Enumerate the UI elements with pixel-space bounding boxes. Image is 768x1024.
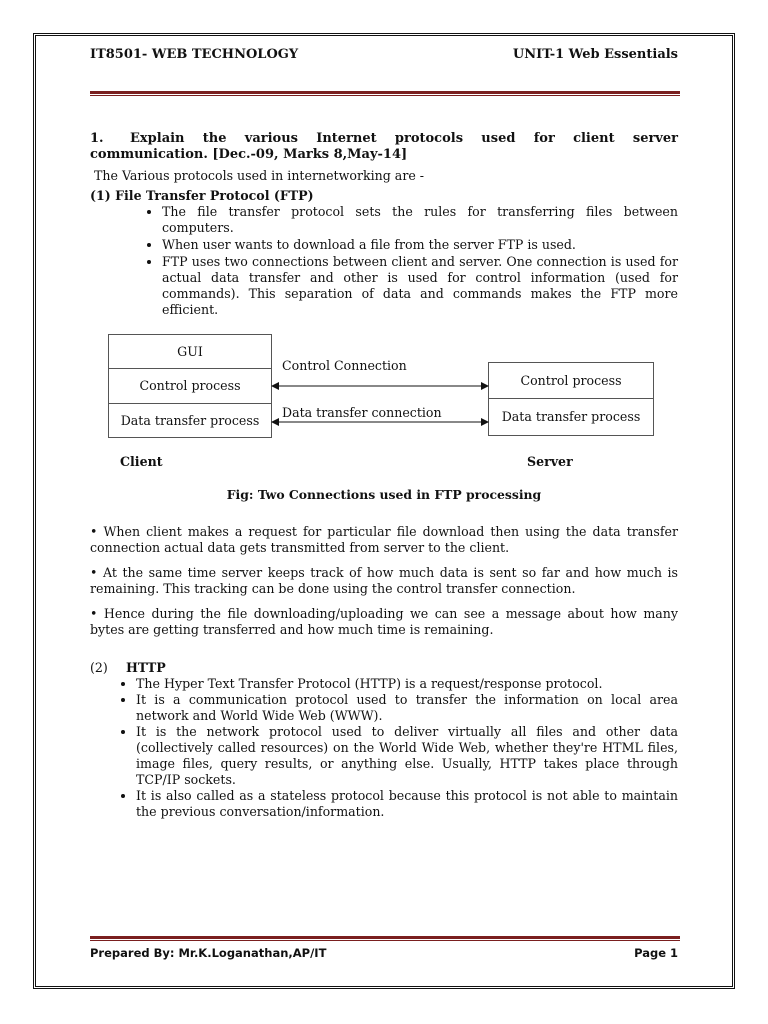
list-item: • When user wants to download a file from the server FTP is used. bbox=[162, 237, 678, 253]
http-bullet-list bbox=[90, 676, 678, 820]
http-section-title bbox=[90, 660, 678, 676]
paragraph: • At the same time server keeps track of how much data is sent so far and how much is remaining. This tracking can be done using the control transfer connection. bbox=[90, 565, 678, 596]
paragraph: • Hence during the file downloading/uploading we can see a message about how many bytes are getting transferred and how much time is remaining. bbox=[90, 606, 678, 637]
page-number: Page 1 bbox=[634, 946, 678, 960]
list-item: • The file transfer protocol sets the rules for transferring files between computers. bbox=[162, 204, 678, 236]
intro-text: The Various protocols used in internetworking are - bbox=[94, 168, 425, 183]
footer-rule bbox=[90, 936, 680, 939]
question-number: 1. bbox=[90, 131, 104, 146]
client-label: Client bbox=[120, 454, 163, 469]
list-item: • FTP uses two connections between client and server. One connection is used for actual data transfer and other is used for control information (used for commands). This separation of data and commands makes the FTP more efficient. bbox=[162, 254, 678, 318]
client-data-transfer-box: Data transfer process bbox=[120, 412, 260, 428]
paragraph: • When client makes a request for particular file download then using the data transfer connection actual data gets transmitted from server to the client. bbox=[90, 524, 678, 555]
question-title bbox=[90, 131, 678, 163]
list-item: • It is the network protocol used to deliver virtually all files and other data (collectively called resources) on the World Wide Web, whether they're HTML files, image files, query results, or anything else. Usually, HTTP takes place through TCP/IP sockets. bbox=[136, 724, 678, 788]
course-title: IT8501- WEB TECHNOLOGY bbox=[90, 47, 299, 62]
figure-caption: Fig: Two Connections used in FTP processing bbox=[226, 487, 542, 502]
ftp-bullet-list bbox=[90, 204, 678, 318]
list-item: • It is a communication protocol used to transfer the information on local area network and World Wide Web (WWW). bbox=[136, 692, 678, 724]
prepared-by: Prepared By: Mr.K.Loganathan,AP/IT bbox=[90, 946, 327, 960]
list-item: • The Hyper Text Transfer Protocol (HTTP) is a request/response protocol. bbox=[136, 676, 678, 692]
server-data-transfer-box: Data transfer process bbox=[501, 409, 641, 424]
control-connection-label: Control Connection bbox=[282, 358, 407, 373]
server-control-process-box: Control process bbox=[489, 363, 653, 399]
client-control-process-box: Control process bbox=[109, 369, 271, 404]
connection-arrows bbox=[90, 334, 678, 454]
page-content bbox=[90, 131, 678, 820]
ftp-diagram bbox=[90, 334, 678, 514]
server-label: Server bbox=[527, 454, 573, 469]
unit-title: UNIT-1 Web Essentials bbox=[512, 47, 678, 62]
question-text: Explain the various Internet protocols used for client server communication. [Dec.-09, Marks 8,May-14] bbox=[90, 131, 678, 162]
client-gui-box: GUI bbox=[109, 335, 271, 369]
http-title: HTTP bbox=[126, 660, 166, 675]
data-connection-label: Data transfer connection bbox=[282, 405, 442, 420]
http-number: (2) bbox=[90, 660, 108, 675]
header-rule bbox=[90, 91, 680, 94]
header-rule-thin bbox=[90, 95, 680, 96]
footer-rule-thin bbox=[90, 940, 680, 941]
ftp-section-title: (1) File Transfer Protocol (FTP) bbox=[90, 188, 314, 203]
list-item: • It is also called as a stateless protocol because this protocol is not able to maintain the previous conversation/information. bbox=[136, 788, 678, 820]
